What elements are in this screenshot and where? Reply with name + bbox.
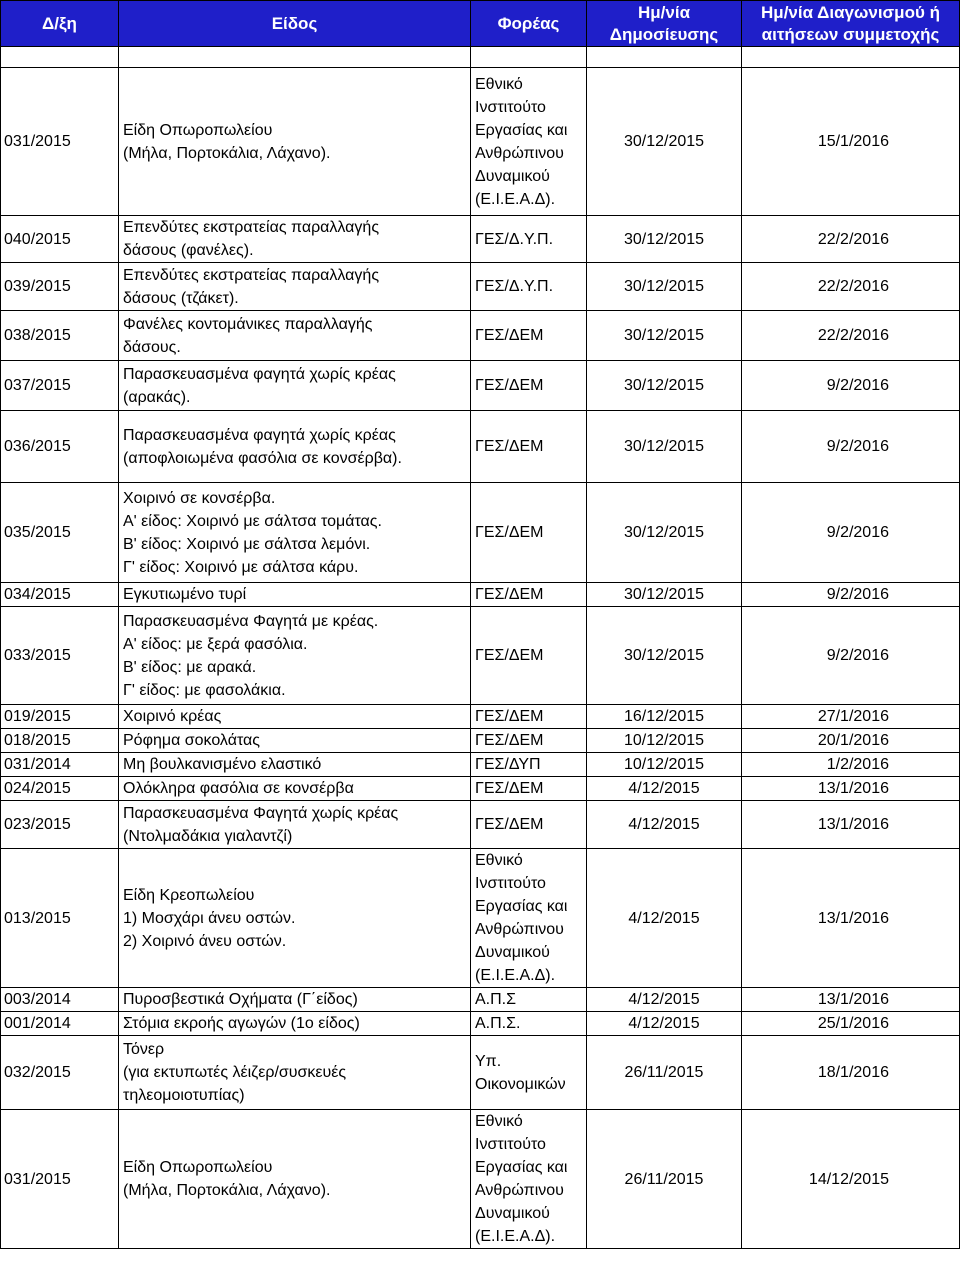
ref-cell: 031/2014	[1, 753, 119, 777]
ref-cell: 013/2015	[1, 849, 119, 988]
ref-cell: 037/2015	[1, 361, 119, 411]
table-row	[1, 1110, 960, 1249]
item-cell: Παρασκευασμένα φαγητά χωρίς κρέας (αποφλοιωμένα φασόλια σε κονσέρβα).	[119, 411, 471, 483]
pub-date-cell: 10/12/2015	[587, 753, 742, 777]
table-row	[1, 607, 960, 705]
deadline-cell: 22/2/2016	[742, 311, 960, 361]
deadline-cell: 9/2/2016	[742, 361, 960, 411]
pub-date-cell: 4/12/2015	[587, 777, 742, 801]
table-row	[1, 483, 960, 583]
pub-date-cell: 30/12/2015	[587, 607, 742, 705]
spacer-cell	[742, 47, 960, 68]
pub-date-cell: 30/12/2015	[587, 263, 742, 311]
table-header	[1, 1, 960, 47]
pub-date-cell: 4/12/2015	[587, 1012, 742, 1036]
org-cell: ΓΕΣ/ΔΕΜ	[471, 483, 587, 583]
org-cell: ΓΕΣ/ΔΕΜ	[471, 729, 587, 753]
deadline-cell: 15/1/2016	[742, 68, 960, 216]
ref-cell: 035/2015	[1, 483, 119, 583]
table-row	[1, 263, 960, 311]
deadline-cell: 13/1/2016	[742, 849, 960, 988]
table-row	[1, 583, 960, 607]
table-row	[1, 411, 960, 483]
ref-cell: 033/2015	[1, 607, 119, 705]
table-row	[1, 1036, 960, 1110]
ref-cell: 036/2015	[1, 411, 119, 483]
org-cell: Εθνικό Ινστιτούτο Εργασίας και Ανθρώπινου Δυναμικού (Ε.Ι.Ε.Α.Δ).	[471, 1110, 587, 1249]
org-cell: ΓΕΣ/ΔΕΜ	[471, 583, 587, 607]
deadline-cell: 9/2/2016	[742, 583, 960, 607]
table-row	[1, 361, 960, 411]
org-cell: ΓΕΣ/ΔΕΜ	[471, 411, 587, 483]
deadline-cell: 22/2/2016	[742, 263, 960, 311]
item-cell: Παρασκευασμένα Φαγητά με κρέας. Α' είδος: με ξερά φασόλια. Β' είδος: με αρακά. Γ' είδος: με φασολάκια.	[119, 607, 471, 705]
table-row	[1, 1012, 960, 1036]
deadline-cell: 14/12/2015	[742, 1110, 960, 1249]
table-row	[1, 311, 960, 361]
ref-cell: 039/2015	[1, 263, 119, 311]
deadline-cell: 13/1/2016	[742, 988, 960, 1012]
item-cell: Εγκυτιωμένο τυρί	[119, 583, 471, 607]
org-cell: Α.Π.Σ	[471, 988, 587, 1012]
item-cell: Επενδύτες εκστρατείας παραλλαγής δάσους (φανέλες).	[119, 216, 471, 263]
org-cell: Υπ. Οικονομικών	[471, 1036, 587, 1110]
spacer-cell	[1, 47, 119, 68]
pub-date-cell: 30/12/2015	[587, 411, 742, 483]
ref-cell: 031/2015	[1, 68, 119, 216]
item-cell: Είδη Οπωροπωλείου (Μήλα, Πορτοκάλια, Λάχανο).	[119, 1110, 471, 1249]
deadline-cell: 27/1/2016	[742, 705, 960, 729]
spacer-cell	[587, 47, 742, 68]
item-cell: Ρόφημα σοκολάτας	[119, 729, 471, 753]
ref-cell: 003/2014	[1, 988, 119, 1012]
deadline-cell: 18/1/2016	[742, 1036, 960, 1110]
deadline-cell: 1/2/2016	[742, 753, 960, 777]
org-cell: ΓΕΣ/ΔΥΠ	[471, 753, 587, 777]
org-cell: ΓΕΣ/Δ.Υ.Π.	[471, 263, 587, 311]
ref-cell: 034/2015	[1, 583, 119, 607]
item-cell: Χοιρινό σε κονσέρβα. Α' είδος: Χοιρινό με σάλτσα τομάτας. Β' είδος: Χοιρινό με σάλτσα λεμόνι. Γ' είδος: Χοιρινό με σάλτσα κάρυ.	[119, 483, 471, 583]
org-cell: Εθνικό Ινστιτούτο Εργασίας και Ανθρώπινου Δυναμικού (Ε.Ι.Ε.Α.Δ).	[471, 68, 587, 216]
item-cell: Στόμια εκροής αγωγών (1ο είδος)	[119, 1012, 471, 1036]
ref-cell: 031/2015	[1, 1110, 119, 1249]
ref-cell: 024/2015	[1, 777, 119, 801]
pub-date-cell: 30/12/2015	[587, 216, 742, 263]
pub-date-cell: 26/11/2015	[587, 1110, 742, 1249]
pub-date-cell: 4/12/2015	[587, 801, 742, 849]
pub-date-cell: 30/12/2015	[587, 361, 742, 411]
deadline-cell: 9/2/2016	[742, 607, 960, 705]
org-cell: ΓΕΣ/ΔΕΜ	[471, 311, 587, 361]
org-cell: ΓΕΣ/ΔΕΜ	[471, 801, 587, 849]
deadline-cell: 22/2/2016	[742, 216, 960, 263]
spacer-cell	[119, 47, 471, 68]
table-row	[1, 753, 960, 777]
ref-cell: 040/2015	[1, 216, 119, 263]
deadline-cell: 25/1/2016	[742, 1012, 960, 1036]
pub-date-cell: 30/12/2015	[587, 583, 742, 607]
item-cell: Επενδύτες εκστρατείας παραλλαγής δάσους (τζάκετ).	[119, 263, 471, 311]
ref-cell: 023/2015	[1, 801, 119, 849]
org-cell: ΓΕΣ/ΔΕΜ	[471, 361, 587, 411]
org-cell: Εθνικό Ινστιτούτο Εργασίας και Ανθρώπινου Δυναμικού (Ε.Ι.Ε.Α.Δ).	[471, 849, 587, 988]
pub-date-cell: 10/12/2015	[587, 729, 742, 753]
spacer-row	[1, 47, 960, 68]
item-cell: Φανέλες κοντομάνικες παραλλαγής δάσους.	[119, 311, 471, 361]
item-cell: Τόνερ (για εκτυπωτές λέιζερ/συσκευές τηλεομοιοτυπίας)	[119, 1036, 471, 1110]
item-cell: Είδη Οπωροπωλείου (Μήλα, Πορτοκάλια, Λάχανο).	[119, 68, 471, 216]
pub-date-cell: 4/12/2015	[587, 849, 742, 988]
pub-date-cell: 30/12/2015	[587, 68, 742, 216]
header-pub-date: Ημ/νία Δημοσίευσης	[587, 1, 742, 47]
spacer-cell	[471, 47, 587, 68]
item-cell: Πυροσβεστικά Οχήματα (Γ΄είδος)	[119, 988, 471, 1012]
ref-cell: 038/2015	[1, 311, 119, 361]
pub-date-cell: 16/12/2015	[587, 705, 742, 729]
table-row	[1, 68, 960, 216]
ref-cell: 001/2014	[1, 1012, 119, 1036]
table-body	[1, 47, 960, 1249]
ref-cell: 032/2015	[1, 1036, 119, 1110]
header-row	[1, 1, 960, 47]
table-row	[1, 729, 960, 753]
header-ref: Δ/ξη	[1, 1, 119, 47]
table-row	[1, 801, 960, 849]
table-row	[1, 216, 960, 263]
org-cell: ΓΕΣ/ΔΕΜ	[471, 705, 587, 729]
header-item: Είδος	[119, 1, 471, 47]
item-cell: Ολόκληρα φασόλια σε κονσέρβα	[119, 777, 471, 801]
deadline-cell: 13/1/2016	[742, 777, 960, 801]
pub-date-cell: 26/11/2015	[587, 1036, 742, 1110]
item-cell: Παρασκευασμένα φαγητά χωρίς κρέας (αρακάς).	[119, 361, 471, 411]
deadline-cell: 9/2/2016	[742, 483, 960, 583]
deadline-cell: 13/1/2016	[742, 801, 960, 849]
org-cell: Α.Π.Σ.	[471, 1012, 587, 1036]
header-deadline: Ημ/νία Διαγωνισμού ή αιτήσεων συμμετοχής	[742, 1, 960, 47]
deadline-cell: 9/2/2016	[742, 411, 960, 483]
ref-cell: 018/2015	[1, 729, 119, 753]
table-row	[1, 849, 960, 988]
pub-date-cell: 4/12/2015	[587, 988, 742, 1012]
header-org: Φορέας	[471, 1, 587, 47]
deadline-cell: 20/1/2016	[742, 729, 960, 753]
item-cell: Μη βουλκανισμένο ελαστικό	[119, 753, 471, 777]
ref-cell: 019/2015	[1, 705, 119, 729]
item-cell: Παρασκευασμένα Φαγητά χωρίς κρέας (Ντολμαδάκια γιαλαντζί)	[119, 801, 471, 849]
pub-date-cell: 30/12/2015	[587, 483, 742, 583]
table-row	[1, 988, 960, 1012]
item-cell: Χοιρινό κρέας	[119, 705, 471, 729]
org-cell: ΓΕΣ/ΔΕΜ	[471, 607, 587, 705]
org-cell: ΓΕΣ/ΔΕΜ	[471, 777, 587, 801]
item-cell: Είδη Κρεοπωλείου 1) Μοσχάρι άνευ οστών. 2) Χοιρινό άνευ οστών.	[119, 849, 471, 988]
table-row	[1, 777, 960, 801]
table-row	[1, 705, 960, 729]
org-cell: ΓΕΣ/Δ.Υ.Π.	[471, 216, 587, 263]
pub-date-cell: 30/12/2015	[587, 311, 742, 361]
